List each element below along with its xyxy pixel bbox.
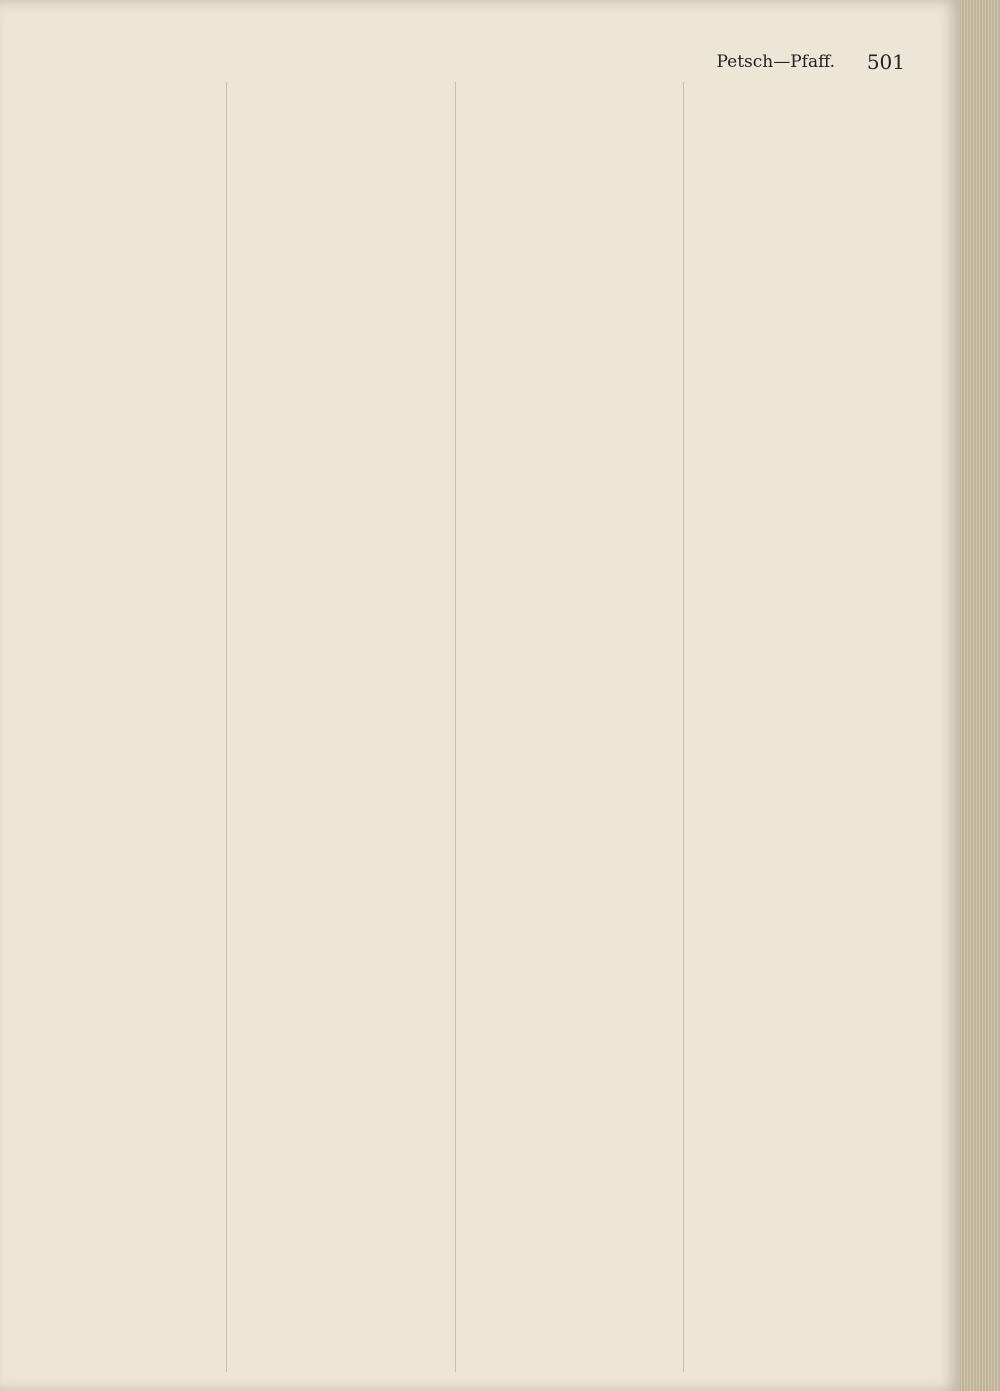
directory-column-1 — [8, 82, 227, 1372]
directory-columns — [8, 82, 913, 1372]
running-head-title: Petsch—Pfaff. — [716, 52, 835, 72]
directory-column-3 — [466, 82, 685, 1372]
directory-column-2 — [237, 82, 456, 1372]
directory-column-4 — [694, 82, 913, 1372]
book-edge — [960, 0, 1000, 1391]
page-number: 501 — [866, 50, 905, 74]
running-head — [30, 48, 905, 78]
